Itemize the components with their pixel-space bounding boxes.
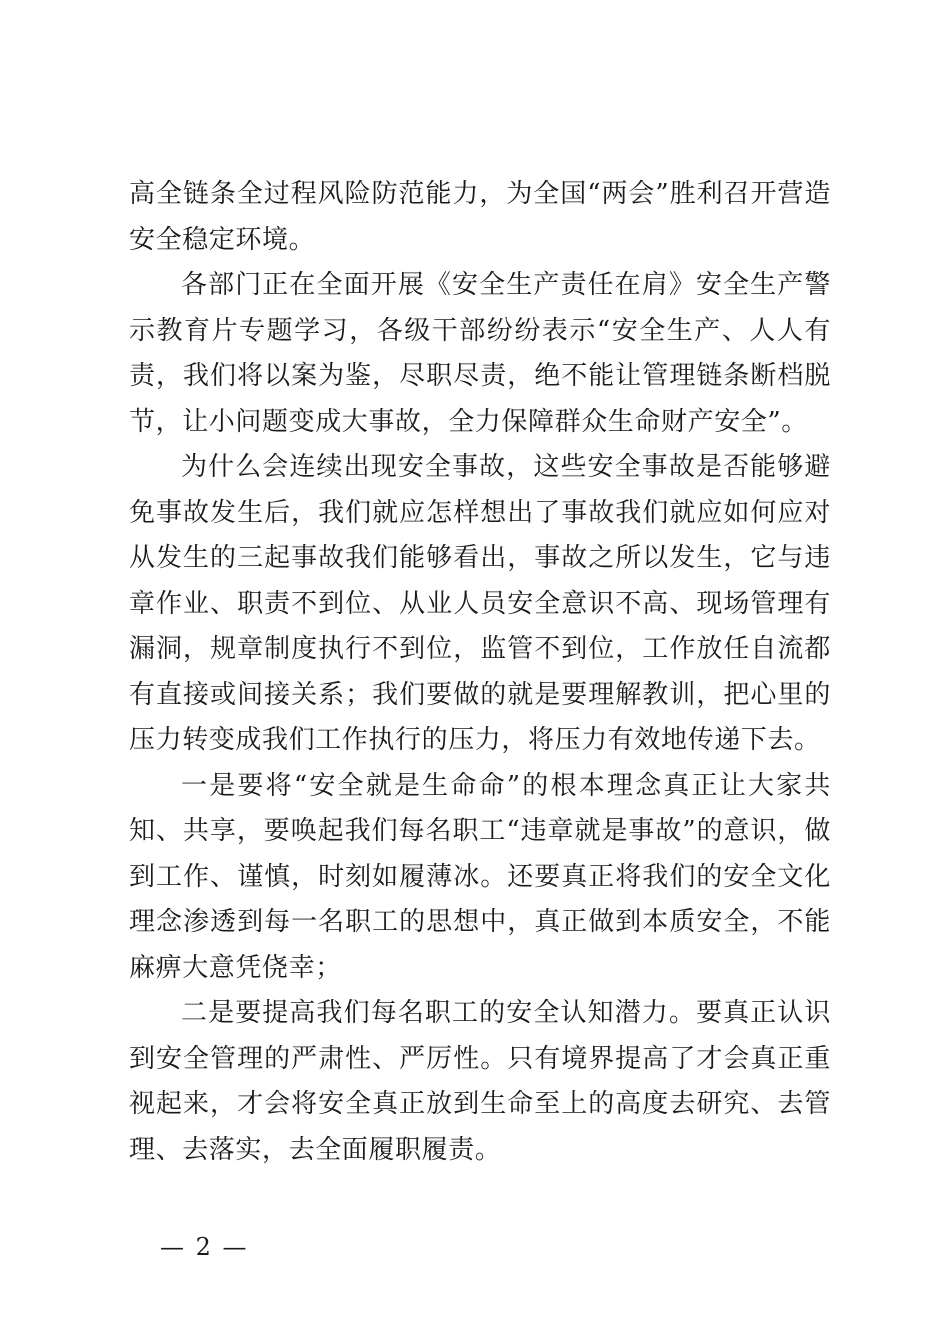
paragraph-1: 高全链条全过程风险防范能力，为全国“两会”胜利召开营造安全稳定环境。 — [129, 179, 831, 255]
paragraph-4: 一是要将“安全就是生命命”的根本理念真正让大家共知、共享，要唤起我们每名职工“违章就是事故”的意识，做到工作、谨慎，时刻如履薄冰。还要真正将我们的安全文化理念渗透到每一名职工的思想中，真正做到本质安全，不能麻痹大意凭侥幸； — [129, 770, 831, 983]
paragraph-5: 二是要提高我们每名职工的安全认知潜力。要真正认识到安全管理的严肃性、严厉性。只有境界提高了才会真正重视起来，才会将安全真正放到生命至上的高度去研究、去管理、去落实，去全面履职履责。 — [129, 998, 831, 1165]
document-body — [129, 172, 831, 1173]
paragraph-2: 各部门正在全面开展《安全生产责任在肩》安全生产警示教育片专题学习，各级干部纷纷表示“安全生产、人人有责，我们将以案为鉴，尽职尽责，绝不能让管理链条断档脱节，让小问题变成大事故，全力保障群众生命财产安全”。 — [129, 270, 831, 437]
page-number: — 2 — — [160, 1233, 249, 1261]
paragraph-3: 为什么会连续出现安全事故，这些安全事故是否能够避免事故发生后，我们就应怎样想出了事故我们就应如何应对从发生的三起事故我们能够看出，事故之所以发生，它与违章作业、职责不到位、从业人员安全意识不高、现场管理有漏洞，规章制度执行不到位，监管不到位，工作放任自流都有直接或间接关系；我们要做的就是要理解教训，把心里的压力转变成我们工作执行的压力，将压力有效地传递下去。 — [129, 452, 831, 755]
